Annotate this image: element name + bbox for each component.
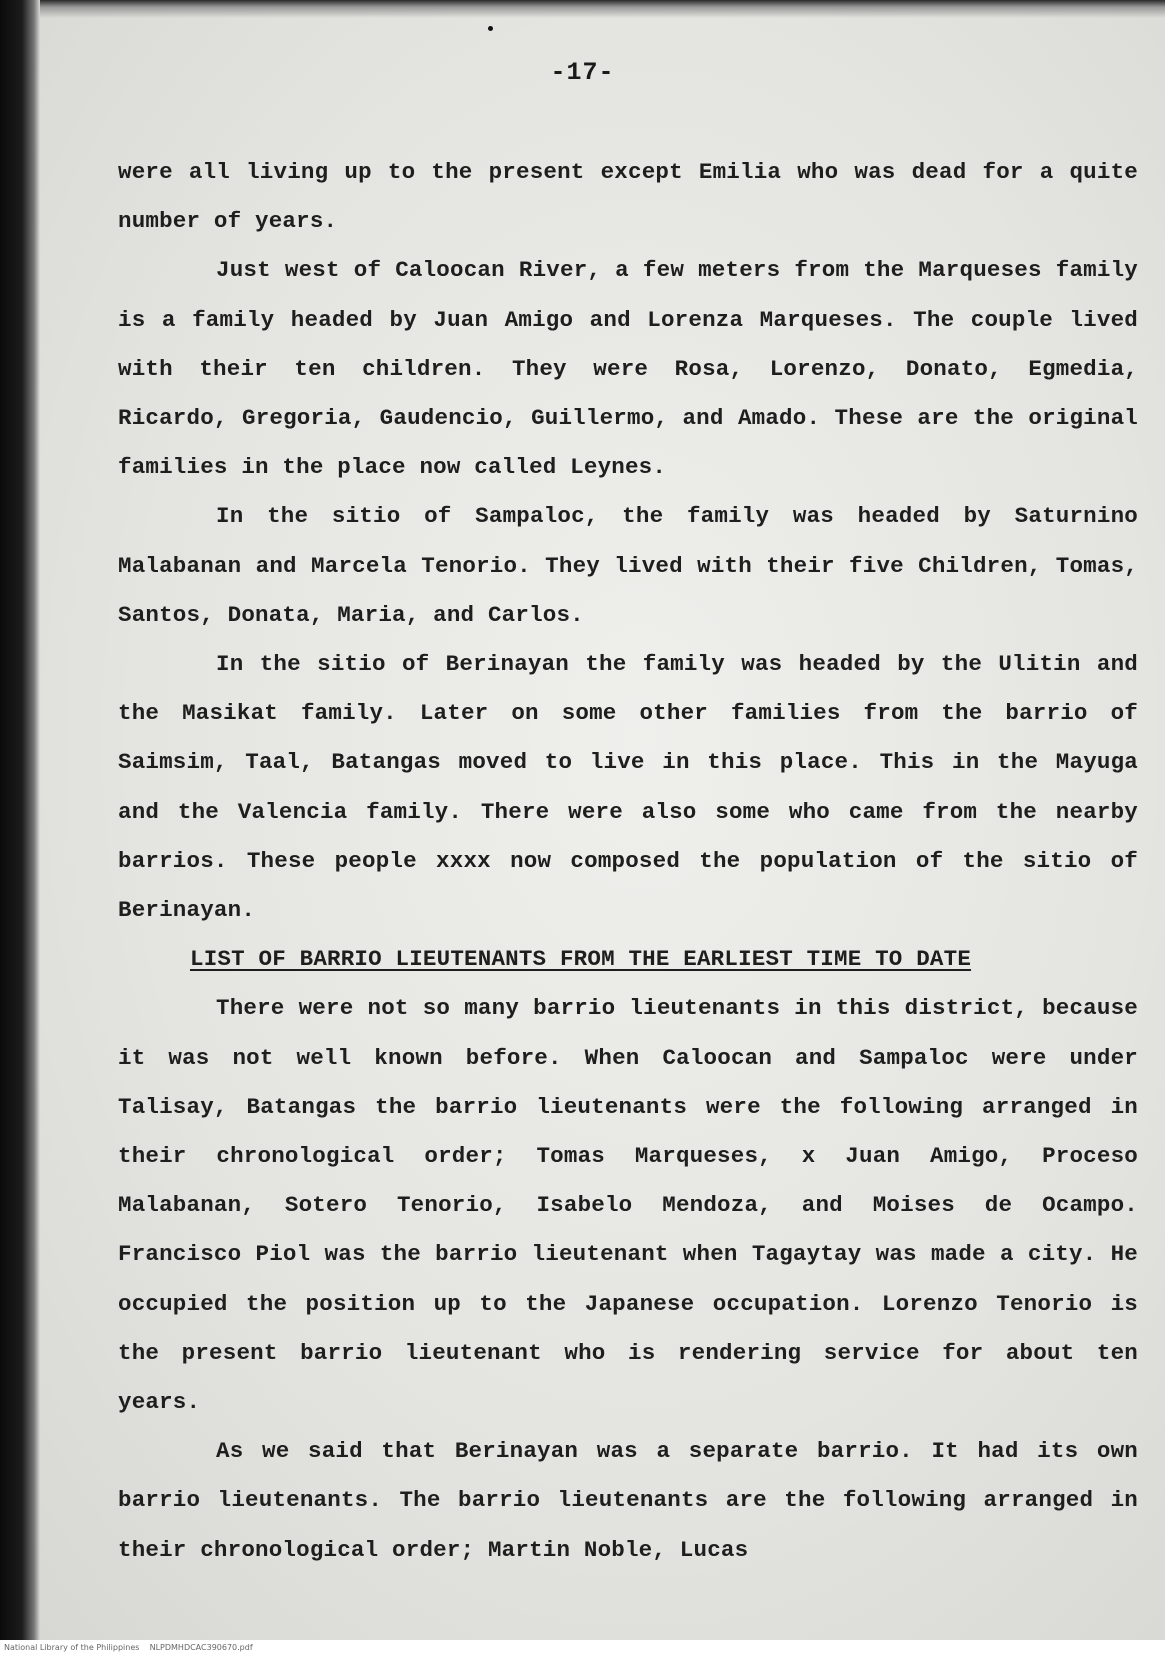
paragraph-lieutenants: There were not so many barrio lieutenants in this district, because it was not well known before. When Caloocan and Sampaloc were under Talisay, Batangas the barrio lieutenants were the following arranged in their chronological order; Tomas Marqueses, x Juan Amigo, Proceso Malabanan, Sotero Tenorio, Isabelo Mendoza, and Moises de Ocampo. Francisco Piol was the barrio lieutenant when Tagaytay was made a city. He occupied the position up to the Japanese occupation. Lorenzo Tenorio is the present barrio lieutenant who is rendering service for about ten years.	[118, 995, 1138, 1416]
paragraph-sampaloc: In the sitio of Sampaloc, the family was headed by Saturnino Malabanan and Marcela Tenorio. They lived with their five Children, Tomas, Santos, Donata, Maria, and Carlos.	[118, 503, 1138, 628]
document-body	[118, 148, 1138, 1575]
paragraph-amigo-family: Just west of Caloocan River, a few meters from the Marqueses family is a family headed by Juan Amigo and Lorenza Marqueses. The couple lived with their ten children. They were Rosa, Lorenzo, Donato, Egmedia, Ricardo, Gregoria, Gaudencio, Guillermo, and Amado. These are the original families in the place now called Leynes.	[118, 257, 1138, 481]
section-heading-text: LIST OF BARRIO LIEUTENANTS FROM THE EARLIEST TIME TO DATE	[190, 946, 972, 973]
page-number: -17-	[550, 58, 615, 87]
scan-binding-shadow	[0, 0, 40, 1640]
paragraph-berinayan: In the sitio of Berinayan the family was headed by the Ulitin and the Masikat family. Later on some other families from the barrio of Saimsim, Taal, Batangas moved to live in this place. This in the Mayuga and the Valencia family. There were also some who came from the nearby barrios. These people xxxx now composed the population of the sitio of Berinayan.	[118, 651, 1138, 924]
paragraph-continuation: were all living up to the present except Emilia who was dead for a quite number of years.	[118, 159, 1138, 235]
scan-top-edge	[40, 0, 1165, 18]
scan-speck	[488, 26, 493, 31]
footer	[0, 1640, 1165, 1658]
section-heading	[118, 935, 1138, 984]
footer-source: National Library of the Philippines NLPDMHDCAC390670.pdf	[4, 1643, 253, 1652]
paragraph-berinayan-lieutenants: As we said that Berinayan was a separate barrio. It had its own barrio lieutenants. The barrio lieutenants are the following arranged in their chronological order; Martin Noble, Lucas	[118, 1438, 1138, 1563]
